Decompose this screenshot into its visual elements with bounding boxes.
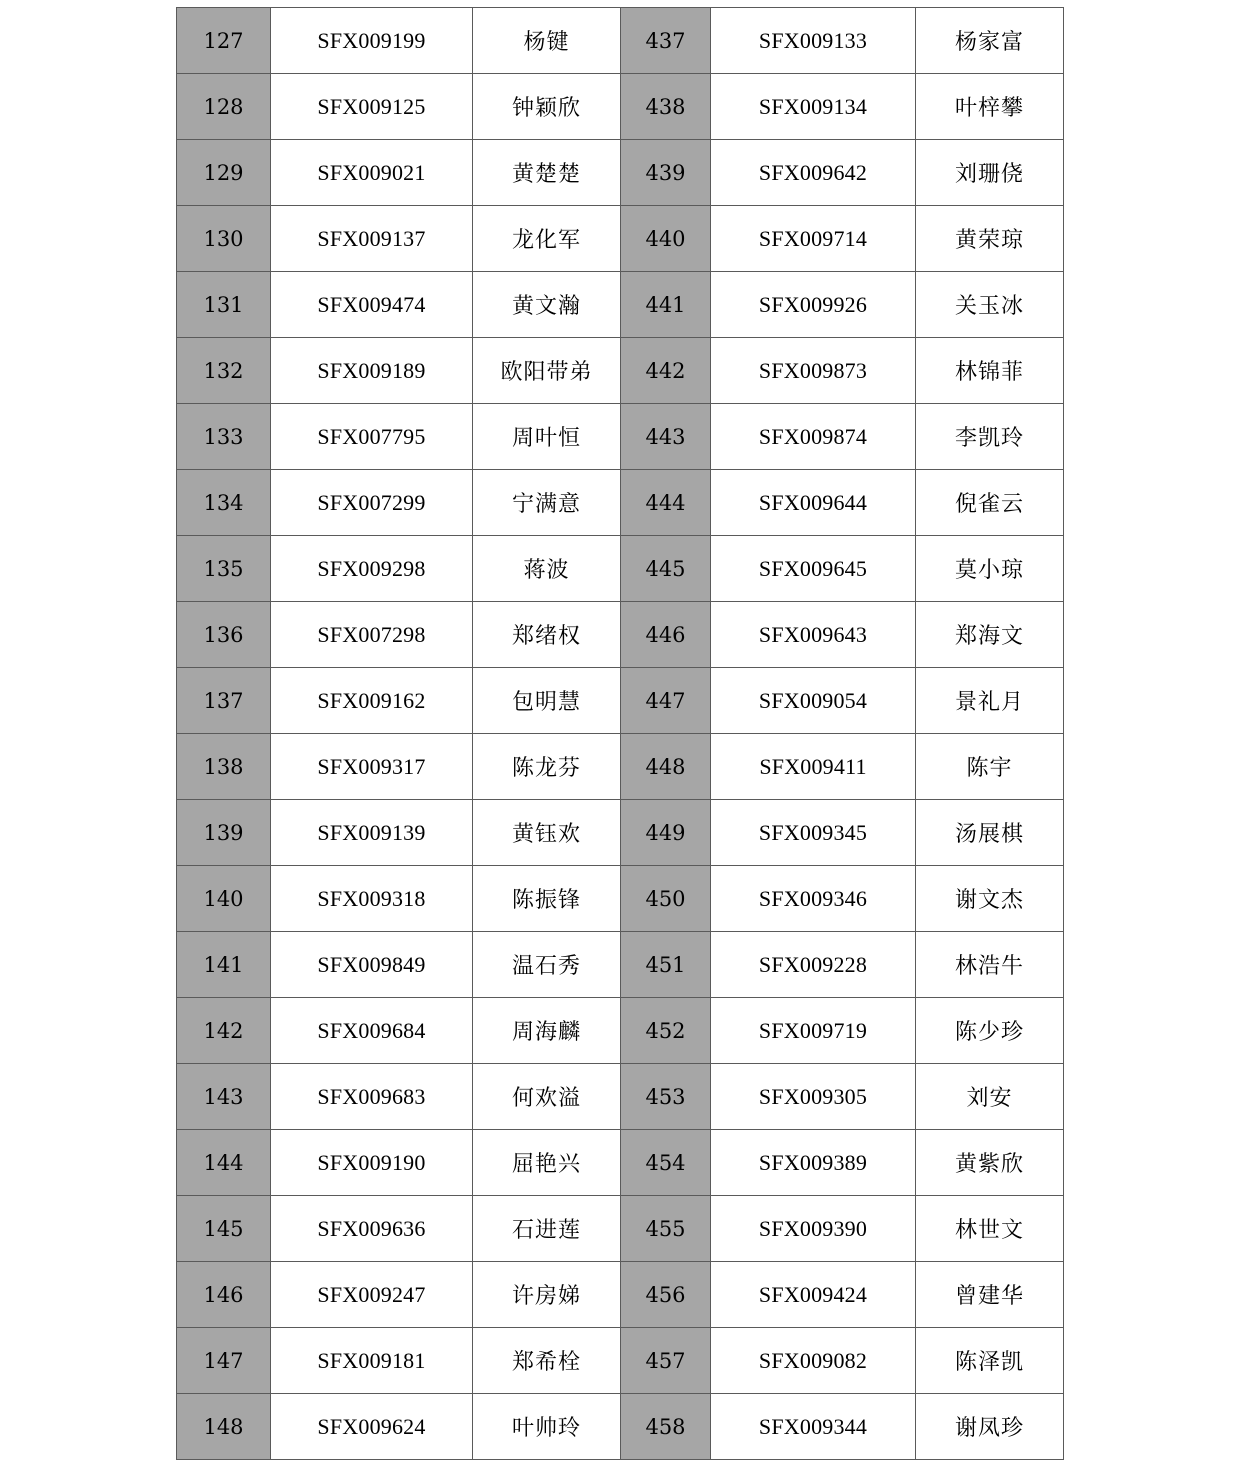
right-person-name-cell: 郑海文 xyxy=(916,602,1064,668)
left-serial-number-cell: 134 xyxy=(177,470,271,536)
right-id-code-cell: SFX009133 xyxy=(711,8,916,74)
right-serial-number-cell: 442 xyxy=(621,338,711,404)
left-person-name-cell: 钟颖欣 xyxy=(473,74,621,140)
table-row xyxy=(177,1064,1064,1130)
left-serial-number-cell: 144 xyxy=(177,1130,271,1196)
table-row xyxy=(177,8,1064,74)
left-person-name-cell: 杨键 xyxy=(473,8,621,74)
left-serial-number-cell: 129 xyxy=(177,140,271,206)
right-serial-number-cell: 452 xyxy=(621,998,711,1064)
table-row xyxy=(177,998,1064,1064)
right-person-name-cell: 杨家富 xyxy=(916,8,1064,74)
left-id-code-cell: SFX007298 xyxy=(271,602,473,668)
left-id-code-cell: SFX009247 xyxy=(271,1262,473,1328)
right-serial-number-cell: 447 xyxy=(621,668,711,734)
right-id-code-cell: SFX009645 xyxy=(711,536,916,602)
left-id-code-cell: SFX009181 xyxy=(271,1328,473,1394)
right-person-name-cell: 陈少珍 xyxy=(916,998,1064,1064)
left-id-code-cell: SFX009021 xyxy=(271,140,473,206)
left-id-code-cell: SFX009317 xyxy=(271,734,473,800)
right-id-code-cell: SFX009389 xyxy=(711,1130,916,1196)
right-id-code-cell: SFX009082 xyxy=(711,1328,916,1394)
right-person-name-cell: 景礼月 xyxy=(916,668,1064,734)
right-person-name-cell: 倪雀云 xyxy=(916,470,1064,536)
left-person-name-cell: 石进莲 xyxy=(473,1196,621,1262)
table-row xyxy=(177,602,1064,668)
left-id-code-cell: SFX009474 xyxy=(271,272,473,338)
right-person-name-cell: 刘安 xyxy=(916,1064,1064,1130)
right-id-code-cell: SFX009642 xyxy=(711,140,916,206)
table-row xyxy=(177,866,1064,932)
left-person-name-cell: 何欢溢 xyxy=(473,1064,621,1130)
right-serial-number-cell: 450 xyxy=(621,866,711,932)
left-id-code-cell: SFX009125 xyxy=(271,74,473,140)
right-serial-number-cell: 453 xyxy=(621,1064,711,1130)
right-person-name-cell: 林浩牛 xyxy=(916,932,1064,998)
left-id-code-cell: SFX009190 xyxy=(271,1130,473,1196)
right-person-name-cell: 关玉冰 xyxy=(916,272,1064,338)
left-person-name-cell: 屈艳兴 xyxy=(473,1130,621,1196)
left-serial-number-cell: 127 xyxy=(177,8,271,74)
right-person-name-cell: 汤展棋 xyxy=(916,800,1064,866)
right-id-code-cell: SFX009714 xyxy=(711,206,916,272)
left-serial-number-cell: 128 xyxy=(177,74,271,140)
right-person-name-cell: 李凯玲 xyxy=(916,404,1064,470)
left-serial-number-cell: 139 xyxy=(177,800,271,866)
left-person-name-cell: 黄文瀚 xyxy=(473,272,621,338)
right-serial-number-cell: 440 xyxy=(621,206,711,272)
left-person-name-cell: 龙化军 xyxy=(473,206,621,272)
right-person-name-cell: 林世文 xyxy=(916,1196,1064,1262)
right-serial-number-cell: 445 xyxy=(621,536,711,602)
right-person-name-cell: 谢文杰 xyxy=(916,866,1064,932)
table-row xyxy=(177,206,1064,272)
right-id-code-cell: SFX009345 xyxy=(711,800,916,866)
left-person-name-cell: 温石秀 xyxy=(473,932,621,998)
left-serial-number-cell: 133 xyxy=(177,404,271,470)
table-row xyxy=(177,74,1064,140)
right-id-code-cell: SFX009873 xyxy=(711,338,916,404)
left-id-code-cell: SFX009139 xyxy=(271,800,473,866)
left-serial-number-cell: 141 xyxy=(177,932,271,998)
roster-body xyxy=(177,8,1064,1460)
left-id-code-cell: SFX009636 xyxy=(271,1196,473,1262)
right-id-code-cell: SFX009134 xyxy=(711,74,916,140)
right-person-name-cell: 陈宇 xyxy=(916,734,1064,800)
table-row xyxy=(177,536,1064,602)
roster-table xyxy=(176,7,1064,1460)
table-row xyxy=(177,272,1064,338)
right-id-code-cell: SFX009344 xyxy=(711,1394,916,1460)
left-person-name-cell: 陈龙芬 xyxy=(473,734,621,800)
right-id-code-cell: SFX009411 xyxy=(711,734,916,800)
table-row xyxy=(177,338,1064,404)
right-id-code-cell: SFX009926 xyxy=(711,272,916,338)
right-person-name-cell: 谢凤珍 xyxy=(916,1394,1064,1460)
right-id-code-cell: SFX009424 xyxy=(711,1262,916,1328)
left-person-name-cell: 黄楚楚 xyxy=(473,140,621,206)
left-serial-number-cell: 131 xyxy=(177,272,271,338)
left-serial-number-cell: 140 xyxy=(177,866,271,932)
table-row xyxy=(177,1130,1064,1196)
right-id-code-cell: SFX009874 xyxy=(711,404,916,470)
table-row xyxy=(177,932,1064,998)
right-person-name-cell: 刘珊侥 xyxy=(916,140,1064,206)
table-row xyxy=(177,140,1064,206)
right-person-name-cell: 林锦菲 xyxy=(916,338,1064,404)
left-person-name-cell: 陈振锋 xyxy=(473,866,621,932)
right-id-code-cell: SFX009305 xyxy=(711,1064,916,1130)
left-serial-number-cell: 147 xyxy=(177,1328,271,1394)
left-id-code-cell: SFX007795 xyxy=(271,404,473,470)
table-row xyxy=(177,1196,1064,1262)
table-row xyxy=(177,668,1064,734)
right-serial-number-cell: 454 xyxy=(621,1130,711,1196)
left-id-code-cell: SFX009624 xyxy=(271,1394,473,1460)
right-id-code-cell: SFX009390 xyxy=(711,1196,916,1262)
left-id-code-cell: SFX009684 xyxy=(271,998,473,1064)
left-serial-number-cell: 148 xyxy=(177,1394,271,1460)
table-row xyxy=(177,1394,1064,1460)
left-person-name-cell: 周海麟 xyxy=(473,998,621,1064)
right-person-name-cell: 黄紫欣 xyxy=(916,1130,1064,1196)
left-id-code-cell: SFX009683 xyxy=(271,1064,473,1130)
right-person-name-cell: 莫小琼 xyxy=(916,536,1064,602)
left-serial-number-cell: 137 xyxy=(177,668,271,734)
right-serial-number-cell: 456 xyxy=(621,1262,711,1328)
right-serial-number-cell: 451 xyxy=(621,932,711,998)
left-serial-number-cell: 145 xyxy=(177,1196,271,1262)
right-serial-number-cell: 441 xyxy=(621,272,711,338)
right-person-name-cell: 叶梓攀 xyxy=(916,74,1064,140)
right-id-code-cell: SFX009054 xyxy=(711,668,916,734)
right-serial-number-cell: 444 xyxy=(621,470,711,536)
left-person-name-cell: 许房娣 xyxy=(473,1262,621,1328)
left-id-code-cell: SFX009298 xyxy=(271,536,473,602)
right-serial-number-cell: 457 xyxy=(621,1328,711,1394)
right-serial-number-cell: 449 xyxy=(621,800,711,866)
left-serial-number-cell: 143 xyxy=(177,1064,271,1130)
right-person-name-cell: 陈泽凯 xyxy=(916,1328,1064,1394)
left-serial-number-cell: 130 xyxy=(177,206,271,272)
left-person-name-cell: 郑绪权 xyxy=(473,602,621,668)
left-id-code-cell: SFX009189 xyxy=(271,338,473,404)
left-serial-number-cell: 136 xyxy=(177,602,271,668)
left-person-name-cell: 郑希栓 xyxy=(473,1328,621,1394)
right-id-code-cell: SFX009643 xyxy=(711,602,916,668)
left-id-code-cell: SFX007299 xyxy=(271,470,473,536)
table-row xyxy=(177,800,1064,866)
left-serial-number-cell: 146 xyxy=(177,1262,271,1328)
left-id-code-cell: SFX009849 xyxy=(271,932,473,998)
right-serial-number-cell: 446 xyxy=(621,602,711,668)
left-person-name-cell: 周叶恒 xyxy=(473,404,621,470)
table-row xyxy=(177,734,1064,800)
right-serial-number-cell: 455 xyxy=(621,1196,711,1262)
left-person-name-cell: 宁满意 xyxy=(473,470,621,536)
left-serial-number-cell: 142 xyxy=(177,998,271,1064)
right-person-name-cell: 黄荣琼 xyxy=(916,206,1064,272)
right-id-code-cell: SFX009228 xyxy=(711,932,916,998)
left-serial-number-cell: 135 xyxy=(177,536,271,602)
left-id-code-cell: SFX009318 xyxy=(271,866,473,932)
right-serial-number-cell: 439 xyxy=(621,140,711,206)
right-id-code-cell: SFX009644 xyxy=(711,470,916,536)
table-row xyxy=(177,1328,1064,1394)
right-serial-number-cell: 437 xyxy=(621,8,711,74)
right-serial-number-cell: 438 xyxy=(621,74,711,140)
left-id-code-cell: SFX009137 xyxy=(271,206,473,272)
left-id-code-cell: SFX009199 xyxy=(271,8,473,74)
left-person-name-cell: 黄钰欢 xyxy=(473,800,621,866)
table-row xyxy=(177,404,1064,470)
table-row xyxy=(177,470,1064,536)
left-person-name-cell: 叶帅玲 xyxy=(473,1394,621,1460)
left-id-code-cell: SFX009162 xyxy=(271,668,473,734)
right-serial-number-cell: 458 xyxy=(621,1394,711,1460)
left-serial-number-cell: 138 xyxy=(177,734,271,800)
left-person-name-cell: 包明慧 xyxy=(473,668,621,734)
right-serial-number-cell: 443 xyxy=(621,404,711,470)
left-person-name-cell: 蒋波 xyxy=(473,536,621,602)
left-serial-number-cell: 132 xyxy=(177,338,271,404)
right-id-code-cell: SFX009719 xyxy=(711,998,916,1064)
left-person-name-cell: 欧阳带弟 xyxy=(473,338,621,404)
table-row xyxy=(177,1262,1064,1328)
right-id-code-cell: SFX009346 xyxy=(711,866,916,932)
right-serial-number-cell: 448 xyxy=(621,734,711,800)
right-person-name-cell: 曾建华 xyxy=(916,1262,1064,1328)
